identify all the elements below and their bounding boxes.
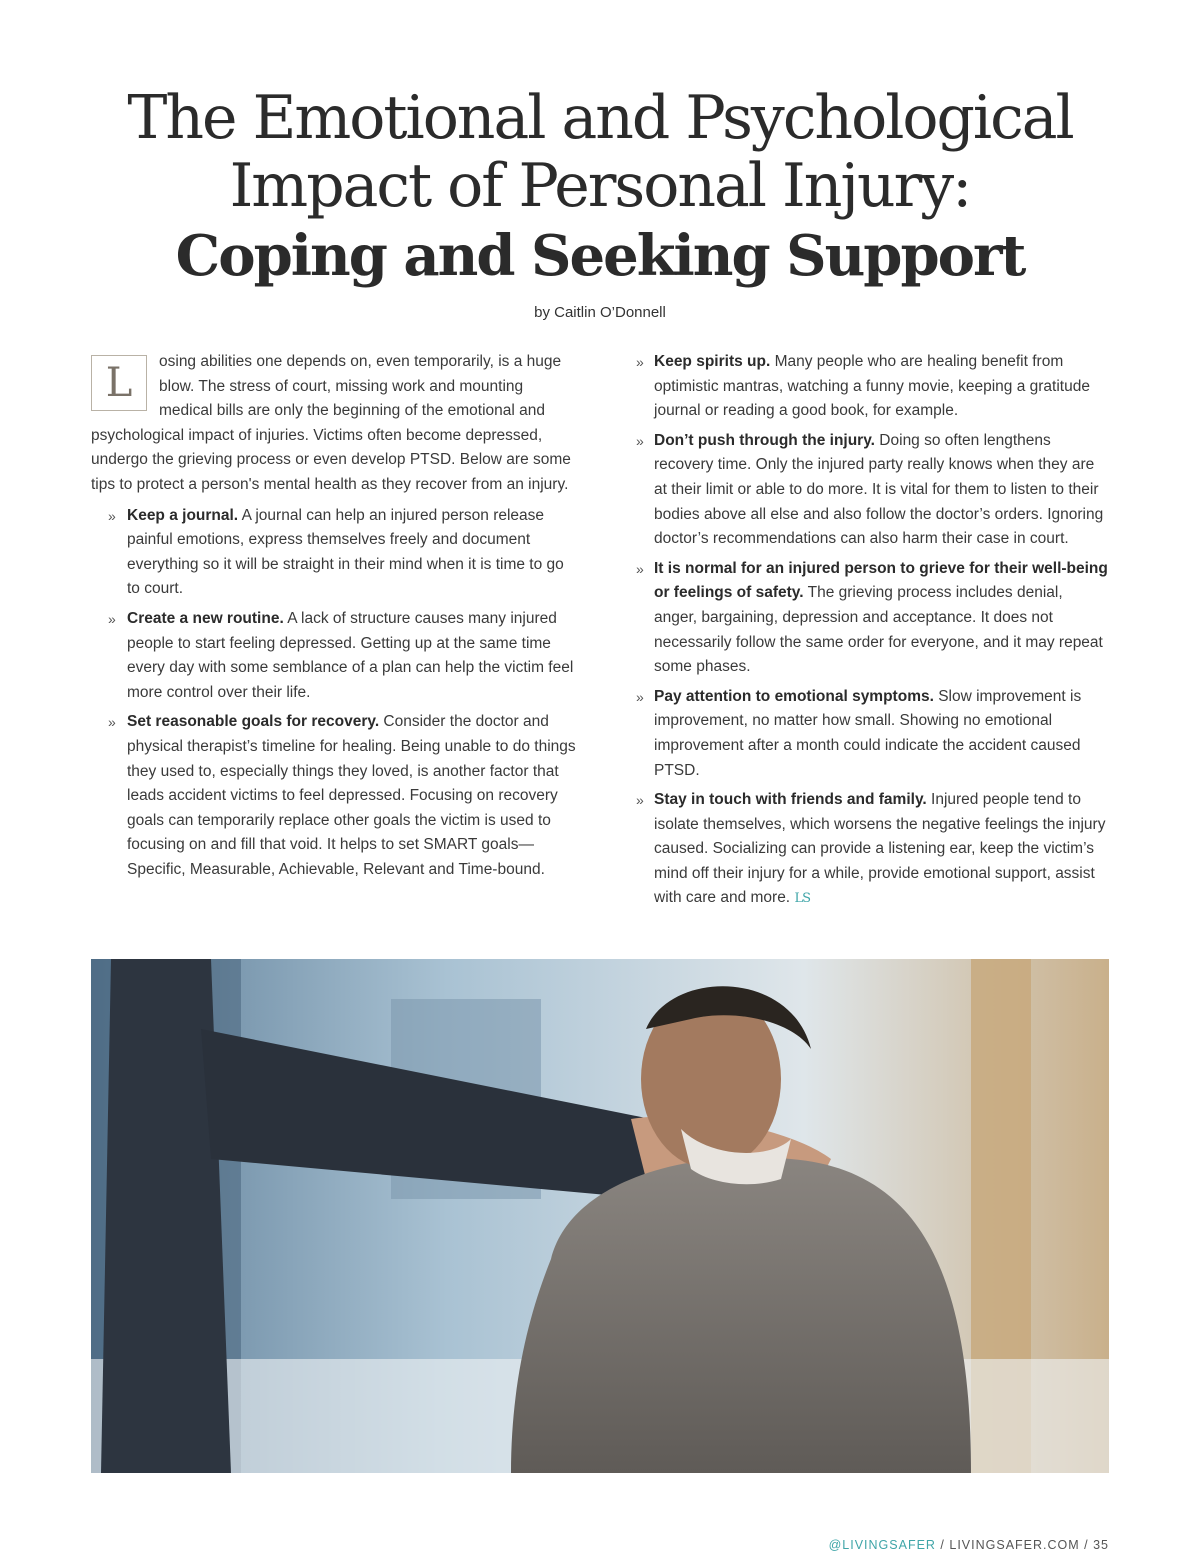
right-column <box>630 350 1110 917</box>
bullet-icon: » <box>636 354 644 370</box>
tip-heading: Keep a journal. <box>127 506 239 524</box>
tip-body: A lack of structure causes many injured people to start feeling depressed. Getting up at the same time every day with some semblance of a plan can help the victim feel more control over their life. <box>127 609 574 701</box>
page-footer <box>829 1538 1109 1552</box>
intro-paragraph <box>91 350 579 498</box>
tip-heading: Set reasonable goals for recovery. <box>127 713 380 731</box>
tip-heading: Create a new routine. <box>127 609 284 627</box>
tip-body: Doing so often lengthens recovery time. Only the injured party really knows when they are at their limit or able to do more. It is vital for them to listen to their bodies above all else and also follow the doctor’s orders. Ignoring doctor’s recommendations can also harm their case in court. <box>654 431 1104 548</box>
photo-illustration <box>91 959 1109 1473</box>
title-line-2: Impact of Personal Injury: <box>229 151 971 221</box>
list-item <box>630 685 1110 783</box>
left-tips-list <box>91 504 579 883</box>
intro-text: osing abilities one depends on, even temporarily, is a huge blow. The stress of court, missing work and mounting medical bills are only the beginning of the emotional and psychological impact of injuries. Victims often become depressed, undergo the grieving process or even develop PTSD. Below are some tips to protect a person's mental health as they recover from an injury. <box>91 353 571 493</box>
list-item <box>91 607 579 705</box>
tip-body: A journal can help an injured person release painful emotions, express themselves freely and document everything so it will be straight in their mind when it is time to go to court. <box>127 506 564 598</box>
tip-heading: Don’t push through the injury. <box>654 431 875 449</box>
list-item <box>630 557 1110 680</box>
end-mark-icon: LS <box>794 891 810 907</box>
bullet-icon: » <box>636 792 644 809</box>
byline: by Caitlin O’Donnell <box>534 304 666 321</box>
social-handle: @LIVINGSAFER <box>828 1538 936 1552</box>
tip-body: Injured people tend to isolate themselves, which worsens the negative feelings the injury caused. Socializing can provide a listening ear, keep the victim’s mind off their injury for a while, provide emotional support, assist with care and more. <box>654 791 1106 907</box>
tip-heading: Keep spirits up. <box>654 353 771 370</box>
tip-heading: Stay in touch with friends and family. <box>654 791 927 809</box>
tip-body: Many people who are healing benefit from optimistic mantras, watching a funny movie, keeping a gratitude journal or reading a good book, for example. <box>654 353 1090 420</box>
page-number: 35 <box>1093 1538 1109 1552</box>
title-line-1: The Emotional and Psychological <box>127 83 1073 153</box>
tip-body: Consider the doctor and physical therapist’s timeline for healing. Being unable to do things they used to, especially things they loved, is another factor that leads accident victims to feel depressed. Focusing on recovery goals can temporarily replace other goals the victim is used to focusing on and fill that void. It helps to set SMART goals—Specific, Measurable, Achievable, Relevant and Time-bound. <box>127 713 576 878</box>
tip-body: Slow improvement is improvement, no matter how small. Showing no emotional improvement after a month could indicate the accident caused PTSD. <box>654 687 1082 779</box>
title-line-3: Coping and Seeking Support <box>175 223 1025 289</box>
bullet-icon: » <box>108 507 116 524</box>
list-item <box>91 504 579 602</box>
drop-cap: L <box>91 355 147 411</box>
bullet-icon: » <box>636 560 644 577</box>
article-photo <box>91 959 1109 1473</box>
list-item <box>630 788 1110 912</box>
list-item <box>630 350 1110 424</box>
article-title <box>60 84 1140 292</box>
tip-heading: It is normal for an injured person to grieve for their well-being or feelings of safety. <box>654 559 1108 602</box>
right-tips-list <box>630 350 1110 912</box>
list-item <box>91 710 579 882</box>
bullet-icon: » <box>108 610 116 627</box>
footer-separator: / <box>935 1538 950 1552</box>
bullet-icon: » <box>636 688 644 705</box>
footer-separator: / <box>1079 1538 1094 1552</box>
bullet-icon: » <box>108 714 116 731</box>
tip-heading: Pay attention to emotional symptoms. <box>654 687 934 705</box>
bullet-icon: » <box>636 432 644 449</box>
left-column <box>91 350 579 887</box>
tip-body: The grieving process includes denial, anger, bargaining, depression and acceptance. It does not necessarily follow the same order for everyone, and it may repeat some phases. <box>654 584 1103 676</box>
list-item <box>630 429 1110 552</box>
website: LIVINGSAFER.COM <box>949 1538 1080 1552</box>
